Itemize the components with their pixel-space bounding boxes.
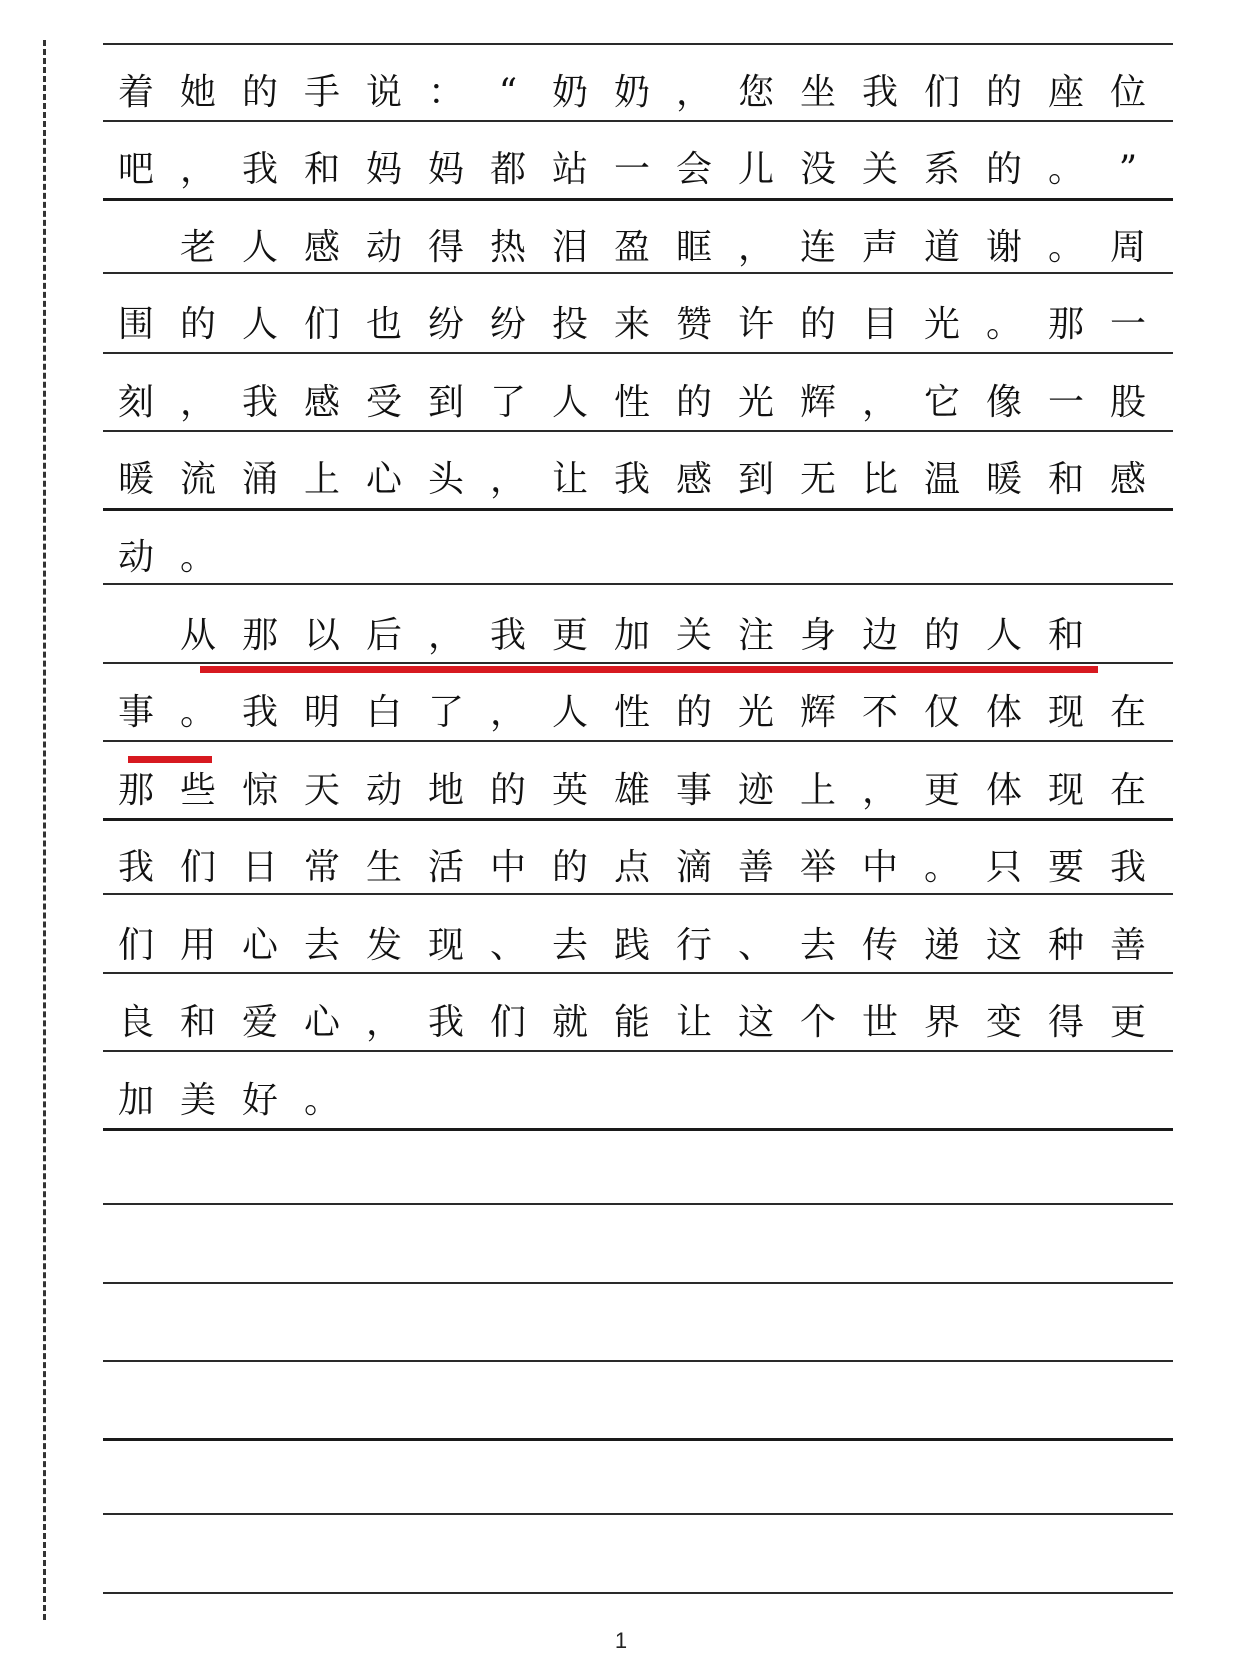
text-line-2: 吧 ， 我 和 妈 妈 都 站 一 会 儿 没 关 系 的 。 ”	[117, 149, 1138, 190]
ruled-line	[103, 1282, 1173, 1284]
text-line-14: 加 美 好 。	[117, 1080, 340, 1121]
text-line-7: 动 。	[117, 537, 216, 578]
ruled-line	[103, 1360, 1173, 1362]
text-line-4: 围 的 人 们 也 纷 纷 投 来 赞 许 的 目 光 。 那 一	[117, 304, 1146, 345]
text-line-5: 刻 ， 我 感 受 到 了 人 性 的 光 辉 ， 它 像 一 股	[117, 382, 1146, 423]
ruled-line	[103, 1203, 1173, 1205]
ruled-line	[103, 1513, 1173, 1515]
text-line-1: 着 她 的 手 说 ： “ 奶 奶 ， 您 坐 我 们 的 座 位	[117, 72, 1146, 113]
text-line-3: 老 人 感 动 得 热 泪 盈 眶 ， 连 声 道 谢 。 周	[179, 227, 1146, 268]
ruled-line	[103, 1438, 1173, 1441]
text-line-13: 良 和 爱 心 ， 我 们 就 能 让 这 个 世 界 变 得 更	[117, 1002, 1146, 1043]
ruled-line	[103, 1592, 1173, 1594]
text-line-8: 从 那 以 后 ， 我 更 加 关 注 身 边 的 人 和	[179, 615, 1084, 656]
red-underline-mark	[128, 756, 212, 763]
text-line-6: 暖 流 涌 上 心 头 ， 让 我 感 到 无 比 温 暖 和 感	[117, 459, 1146, 500]
text-line-11: 我 们 日 常 生 活 中 的 点 滴 善 举 中 。 只 要 我	[117, 847, 1146, 888]
page-number: 1	[614, 1628, 628, 1653]
text-line-9: 事 。 我 明 白 了 ， 人 性 的 光 辉 不 仅 体 现 在	[117, 692, 1146, 733]
ruled-line	[103, 43, 1173, 45]
red-underline-mark	[200, 666, 1098, 673]
text-line-12: 们 用 心 去 发 现 、 去 践 行 、 去 传 递 这 种 善	[117, 925, 1146, 966]
text-line-10: 那 些 惊 天 动 地 的 英 雄 事 迹 上 ， 更 体 现 在	[117, 770, 1146, 811]
